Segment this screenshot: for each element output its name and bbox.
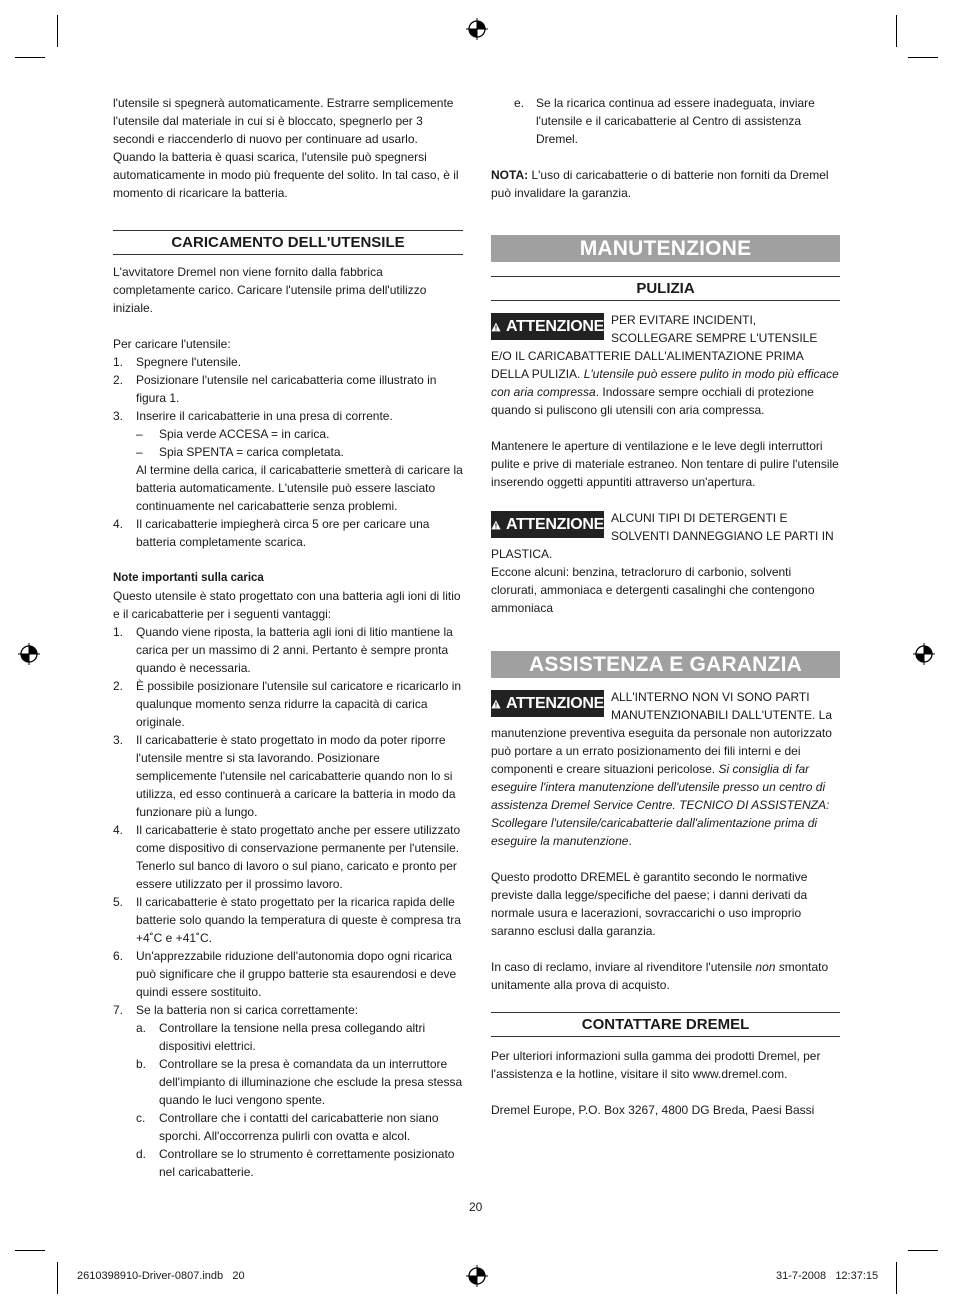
list-subitem: e. Se la ricarica continua ad essere inadeguata, inviare l'utensile e il caricabatterie al Centro di assistenza Dremel.: [514, 96, 815, 146]
list-subitem: b. Controllare se la presa è comandata da un interruttore dell'impianto di illuminazione che esclude la presa stessa quando le luci vengono spente.: [136, 1057, 463, 1107]
contact-paragraph: Per ulteriori informazioni sulla gamma dei prodotti Dremel, per l'assistenza e la hotline, visitare il sito www.dremel.com.: [491, 1049, 821, 1081]
charging-steps-label: Per caricare l'utensile:: [113, 337, 231, 351]
list-item: 4. Il caricabatterie è stato progettato anche per essere utilizzato come dispositivo di conservazione permanente per l'utensile. Tenerlo sul banco di lavoro o sul piano, caricato e pronto per essere utilizzato per il prossimo lavoro.: [113, 823, 461, 891]
registration-mark-icon: [466, 1265, 488, 1287]
page-number: 20: [469, 1200, 483, 1214]
crop-mark: [57, 1262, 58, 1294]
warning-badge: ATTENZIONE: [491, 511, 604, 538]
crop-mark: [57, 15, 58, 47]
section-band-assistenza: ASSISTENZA E GARANZIA: [491, 651, 840, 678]
notes-heading: Note importanti sulla carica: [113, 572, 264, 584]
warning-triangle-icon: [491, 320, 501, 334]
list-item: 1. Quando viene riposta, la batteria agli ioni di litio mantiene la carica per un massimo di 2 anni. Pertanto è sempre pronta quando è necessaria.: [113, 625, 453, 675]
warning-badge: ATTENZIONE: [491, 690, 604, 717]
list-item: 3. Inserire il caricabatterie in una presa di corrente.: [113, 409, 393, 423]
claim-paragraph: In caso di reclamo, inviare al rivenditore l'utensile non smontato unitamente alla prova di acquisto.: [491, 960, 829, 992]
registration-mark-icon: [466, 18, 488, 40]
crop-mark: [896, 1262, 897, 1294]
list-item: 4. Il caricabatterie impiegherà circa 5 ore per caricare una batteria completamente scarica.: [113, 517, 430, 549]
warning-block: ATTENZIONE ALL'INTERNO NON VI SONO PARTI MANUTENZIONABILI DALL'UTENTE. La manutenzione preventiva eseguita da personale non autorizzato può portare a un errato posizionamento dei fili interni e dei componenti e creare situazioni pericolose. Si consiglia di far eseguire l'intera manutenzione dell'utensile presso un centro di assistenza Dremel Service Centre. TECNICO DI ASSISTENZA: Scollegare l'utensile/caricabatterie dall'alimentazione prima di eseguire la manutenzione.: [491, 690, 833, 848]
warning-block: ATTENZIONE ALCUNI TIPI DI DETERGENTI E SOLVENTI DANNEGGIANO LE PARTI IN PLASTICA. Eccone alcuni: benzina, tetracloruro di carbonio, solventi clorurati, ammoniaca e detergenti casalinghi che contengono ammoniaca: [491, 511, 834, 615]
list-item: 1. Spegnere l'utensile.: [113, 355, 242, 369]
nota-label: NOTA:: [491, 168, 529, 182]
footer-datetime: 31-7-2008 12:37:15: [776, 1270, 879, 1282]
crop-mark: [896, 15, 897, 47]
warning-badge: ATTENZIONE: [491, 313, 604, 340]
crop-mark: [908, 57, 938, 58]
warning-text: PER EVITARE INCIDENTI, SCOLLEGARE SEMPRE L'UTENSILE E/O IL CARICABATTERIE DALL'ALIMENTAZIONE PRIMA DELLA PULIZIA.: [491, 313, 818, 381]
list-item: 2. È possibile posizionare l'utensile sul caricatore e ricaricarlo in qualunque momento senza ridurre la capacità di carica originale.: [113, 679, 462, 729]
crop-mark: [15, 57, 45, 58]
warranty-paragraph: Questo prodotto DREMEL è garantito secondo le normative previste dalla legge/specifiche del paese; i danni derivati da normale usura e lacerazioni, sovraccarichi o uso improprio saranno esclusi dalla garanzia.: [491, 870, 808, 938]
left-column: [113, 94, 463, 1181]
list-item: 5. Il caricabatterie è stato progettato per la ricarica rapida delle batterie solo quando la temperatura di queste è compresa tra +4˚C e +41˚C.: [113, 895, 461, 945]
section-heading-contact: CONTATTARE DREMEL: [491, 1012, 840, 1037]
list-item: 2. Posizionare l'utensile nel caricabatteria come illustrato in figura 1.: [113, 373, 437, 405]
list-subitem: – Spia SPENTA = carica completata.: [136, 445, 344, 459]
intro-paragraph: l'utensile si spegnerà automaticamente. Estrarre semplicemente l'utensile dal materiale in cui si è bloccato, spegnerlo per 3 secondi e riaccenderlo di nuovo per continuare ad usarlo. Quando la batteria è quasi scarica, l'utensile può spegnersi automaticamente in modo più frequente del solito. In tal caso, è il momento di ricaricare la batteria.: [113, 96, 459, 200]
list-item: 3. Il caricabatterie è stato progettato in modo da poter riporre l'utensile mentre si sta lavorando. Posizionare semplicemente l'utensile nel caricabatterie quando non lo si utilizza, ed esso continuerà a caricare la batteria in modo da funzionare più a lungo.: [113, 733, 456, 819]
list-item: 6. Un'apprezzabile riduzione dell'autonomia dopo ogni ricarica può significare che il gruppo batterie sta esaurendosi e deve quindi essere sostituito.: [113, 949, 457, 999]
step3-after: Al termine della carica, il caricabatterie smetterà di caricare la batteria automaticamente. L'utensile può essere lasciato continuamente nel caricabatterie senza problemi.: [136, 463, 463, 513]
footer-file-info: 2610398910-Driver-0807.indb 20: [77, 1270, 245, 1282]
section-band-manutenzione: MANUTENZIONE: [491, 235, 840, 262]
crop-mark: [15, 1250, 45, 1251]
list-subitem: c. Controllare che i contatti del caricabatterie non siano sporchi. All'occorrenza pulirli con ovatta e alcol.: [136, 1111, 439, 1143]
list-item: 7. Se la batteria non si carica correttamente:: [113, 1003, 359, 1017]
warning-text: ALL'INTERNO NON VI SONO PARTI MANUTENZIONABILI DALL'UTENTE.: [611, 690, 816, 722]
list-subitem: a. Controllare la tensione nella presa collegando altri dispositivi elettrici.: [136, 1021, 426, 1053]
warning-block: ATTENZIONE PER EVITARE INCIDENTI, SCOLLEGARE SEMPRE L'UTENSILE E/O IL CARICABATTERIE DALL'ALIMENTAZIONE PRIMA DELLA PULIZIA. L'utensile può essere pulito in modo più efficace con aria compressa. Indossare sempre occhiali di protezione quando si puliscono gli utensili con aria compressa.: [491, 313, 839, 417]
vents-paragraph: Mantenere le aperture di ventilazione e le leve degli interruttori pulite e prive di materiale estraneo. Non tentare di pulire l'utensile inserendo oggetti appuntiti attraverso un'apertura.: [491, 439, 839, 489]
charging-intro: L'avvitatore Dremel non viene fornito dalla fabbrica completamente carico. Caricare l'utensile prima dell'utilizzo iniziale.: [113, 265, 427, 315]
list-subitem: d. Controllare se lo strumento è correttamente posizionato nel caricabatterie.: [136, 1147, 455, 1179]
section-heading-pulizia: PULIZIA: [491, 276, 840, 301]
warning-text: ALCUNI TIPI DI DETERGENTI E SOLVENTI DANNEGGIANO LE PARTI IN PLASTICA.: [491, 511, 834, 561]
nota-paragraph: NOTA: L'uso di caricabatterie o di batterie non forniti da Dremel può invalidare la garanzia.: [491, 168, 829, 200]
warning-triangle-icon: [491, 697, 501, 711]
address-line: Dremel Europe, P.O. Box 3267, 4800 DG Breda, Paesi Bassi: [491, 1103, 815, 1117]
section-heading-charging: CARICAMENTO DELL'UTENSILE: [113, 230, 463, 255]
list-subitem: – Spia verde ACCESA = in carica.: [136, 427, 330, 441]
registration-mark-icon: [913, 643, 935, 665]
crop-mark: [908, 1250, 938, 1251]
warning-triangle-icon: [491, 518, 501, 532]
right-column: [491, 94, 840, 1119]
notes-intro: Questo utensile è stato progettato con una batteria agli ioni di litio e il caricabatterie per i seguenti vantaggi:: [113, 589, 461, 621]
registration-mark-icon: [18, 643, 40, 665]
